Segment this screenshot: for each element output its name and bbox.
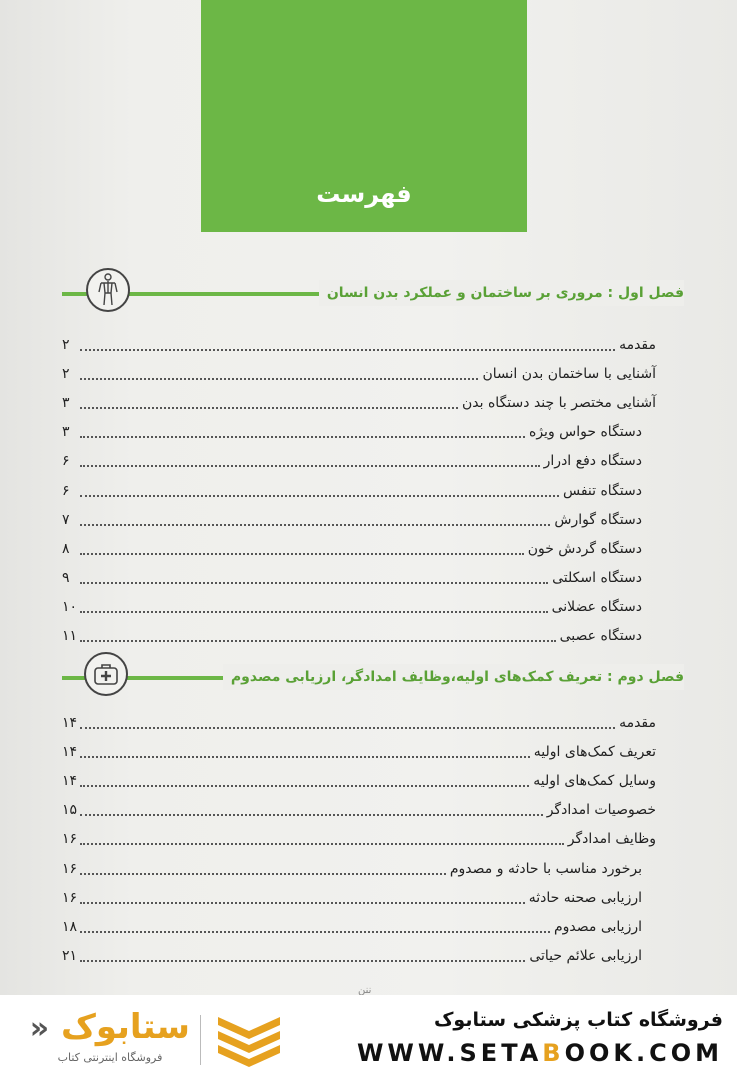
toc-entry	[62, 621, 656, 647]
toc-entry-page: ۶	[62, 453, 70, 470]
toc-leader-dots	[80, 902, 525, 904]
toc-entry	[62, 476, 656, 502]
toc-entry-label: دستگاه حواس ویژه	[528, 424, 642, 441]
toc-leader-dots	[80, 814, 543, 816]
toc-entry-label: دستگاه اسکلتی	[552, 569, 642, 586]
toc-entry-page: ۸	[62, 540, 70, 557]
toc-entry	[62, 766, 656, 792]
toc-entry	[62, 941, 656, 967]
toc-leader-dots	[80, 349, 615, 351]
toc-leader-dots	[80, 495, 559, 497]
toc-entry-label: مقدمه	[619, 337, 656, 353]
toc-entry-label: مقدمه	[619, 715, 656, 731]
toc-entry-page: ۶	[62, 482, 70, 499]
toc-leader-dots	[80, 582, 548, 584]
toc-entry	[62, 708, 656, 734]
chapter-2-header	[62, 652, 684, 698]
toc-leader-dots	[80, 553, 524, 555]
toc-entry-page: ۳	[62, 424, 70, 441]
toc-entry	[62, 737, 656, 763]
toc-entry-label: دستگاه عضلانی	[551, 598, 642, 615]
toc-leader-dots	[80, 785, 529, 787]
toc-leader-dots	[80, 407, 458, 409]
toc-entry-label: دستگاه گردش خون	[527, 540, 642, 557]
toc-entry	[62, 563, 656, 589]
toc-entry-page: ۳	[62, 395, 70, 412]
toc-entry-page: ۷	[62, 511, 70, 528]
toc-entry	[62, 824, 656, 850]
logo-word: ستابوک	[61, 1007, 190, 1047]
logo-divider	[200, 1015, 201, 1065]
page-title: فهرست	[316, 180, 412, 208]
chapter-1-title: فصل اول : مروری بر ساختمان و عملکرد بدن انسان	[319, 280, 684, 306]
toc-entry	[62, 854, 656, 880]
toc-entry-page: ۱۴	[62, 744, 78, 761]
toc-entry-label: وظایف امدادگر	[567, 831, 656, 848]
toc-leader-dots	[80, 436, 525, 438]
logo-arrows-icon: «	[29, 1011, 50, 1046]
book-stack-icon	[212, 1011, 286, 1069]
toc-entry-label: دستگاه گوارش	[554, 511, 642, 528]
toc-entry	[62, 505, 656, 531]
toc-entry	[62, 912, 656, 938]
toc-entry-page: ۹	[62, 569, 70, 586]
chapter-2-title: فصل دوم : تعریف کمک‌های اولیه،وظایف امدادگر، ارزیابی مصدوم	[223, 664, 684, 690]
toc-leader-dots	[80, 843, 564, 845]
toc-leader-dots	[80, 524, 550, 526]
toc-leader-dots	[80, 756, 530, 758]
toc-entry-label: دستگاه عصبی	[559, 628, 642, 644]
toc-entry	[62, 592, 656, 618]
toc-entry	[62, 417, 656, 443]
toc-entry-label: برخورد مناسب با حادثه و مصدوم	[449, 860, 642, 877]
toc-entry-label: دستگاه تنفس	[562, 482, 642, 499]
title-banner	[201, 0, 527, 232]
toc-leader-dots	[80, 640, 556, 642]
first-aid-kit-icon	[84, 652, 128, 696]
chapter-1-header	[62, 268, 684, 314]
toc-entry	[62, 883, 656, 909]
toc-entry-label: آشنایی مختصر با چند دستگاه بدن	[462, 395, 656, 412]
toc-entry	[62, 359, 656, 385]
toc-entry-page: ۲۱	[62, 947, 78, 964]
toc-entry-page: ۱۴	[62, 715, 78, 731]
toc-entry-page: ۲	[62, 337, 70, 353]
toc-entry-page: ۱۱	[62, 628, 78, 644]
toc-entry-page: ۱۶	[62, 860, 78, 877]
toc-entry	[62, 446, 656, 472]
store-footer	[0, 995, 737, 1079]
toc-entry-label: تعریف کمک‌های اولیه	[533, 744, 656, 761]
toc-entry-page: ۱۶	[62, 889, 78, 906]
toc-leader-dots	[80, 727, 615, 729]
toc-entry-page: ۱۸	[62, 918, 78, 935]
toc-entry	[62, 795, 656, 821]
toc-entry	[62, 388, 656, 414]
page-marker: ننن	[358, 985, 372, 995]
toc-entry	[62, 534, 656, 560]
toc-entry-label: ارزیابی مصدوم	[553, 918, 642, 935]
toc-leader-dots	[80, 611, 548, 613]
shop-name: فروشگاه کتاب پزشکی ستابوک	[433, 1009, 723, 1031]
toc-entry-page: ۱۴	[62, 773, 78, 790]
toc-entry-label: ارزیابی صحنه حادثه	[528, 889, 642, 906]
setabook-logo	[30, 1007, 190, 1064]
human-body-icon	[86, 268, 130, 312]
toc-leader-dots	[80, 873, 446, 875]
toc-entry-label: خصوصیات امدادگر	[546, 802, 656, 819]
toc-leader-dots	[80, 960, 525, 962]
logo-subtitle: فروشگاه اینترنتی کتاب	[57, 1051, 163, 1064]
toc-entry-page: ۱۰	[62, 598, 78, 615]
toc-leader-dots	[80, 931, 550, 933]
toc-entry	[62, 330, 656, 356]
toc-leader-dots	[80, 378, 478, 380]
toc-entry-page: ۱۶	[62, 831, 78, 848]
toc-entry-page: ۲	[62, 366, 70, 383]
toc-entry-label: وسایل کمک‌های اولیه	[533, 773, 656, 790]
toc-leader-dots	[80, 465, 540, 467]
shop-url[interactable]: WWW.SETABOOK.COM	[356, 1039, 723, 1067]
toc-entry-label: آشنایی با ساختمان بدن انسان	[482, 366, 656, 383]
toc-entry-label: ارزیابی علائم حیاتی	[529, 947, 642, 964]
toc-entry-label: دستگاه دفع ادرار	[543, 453, 642, 470]
toc-entry-page: ۱۵	[62, 802, 78, 819]
